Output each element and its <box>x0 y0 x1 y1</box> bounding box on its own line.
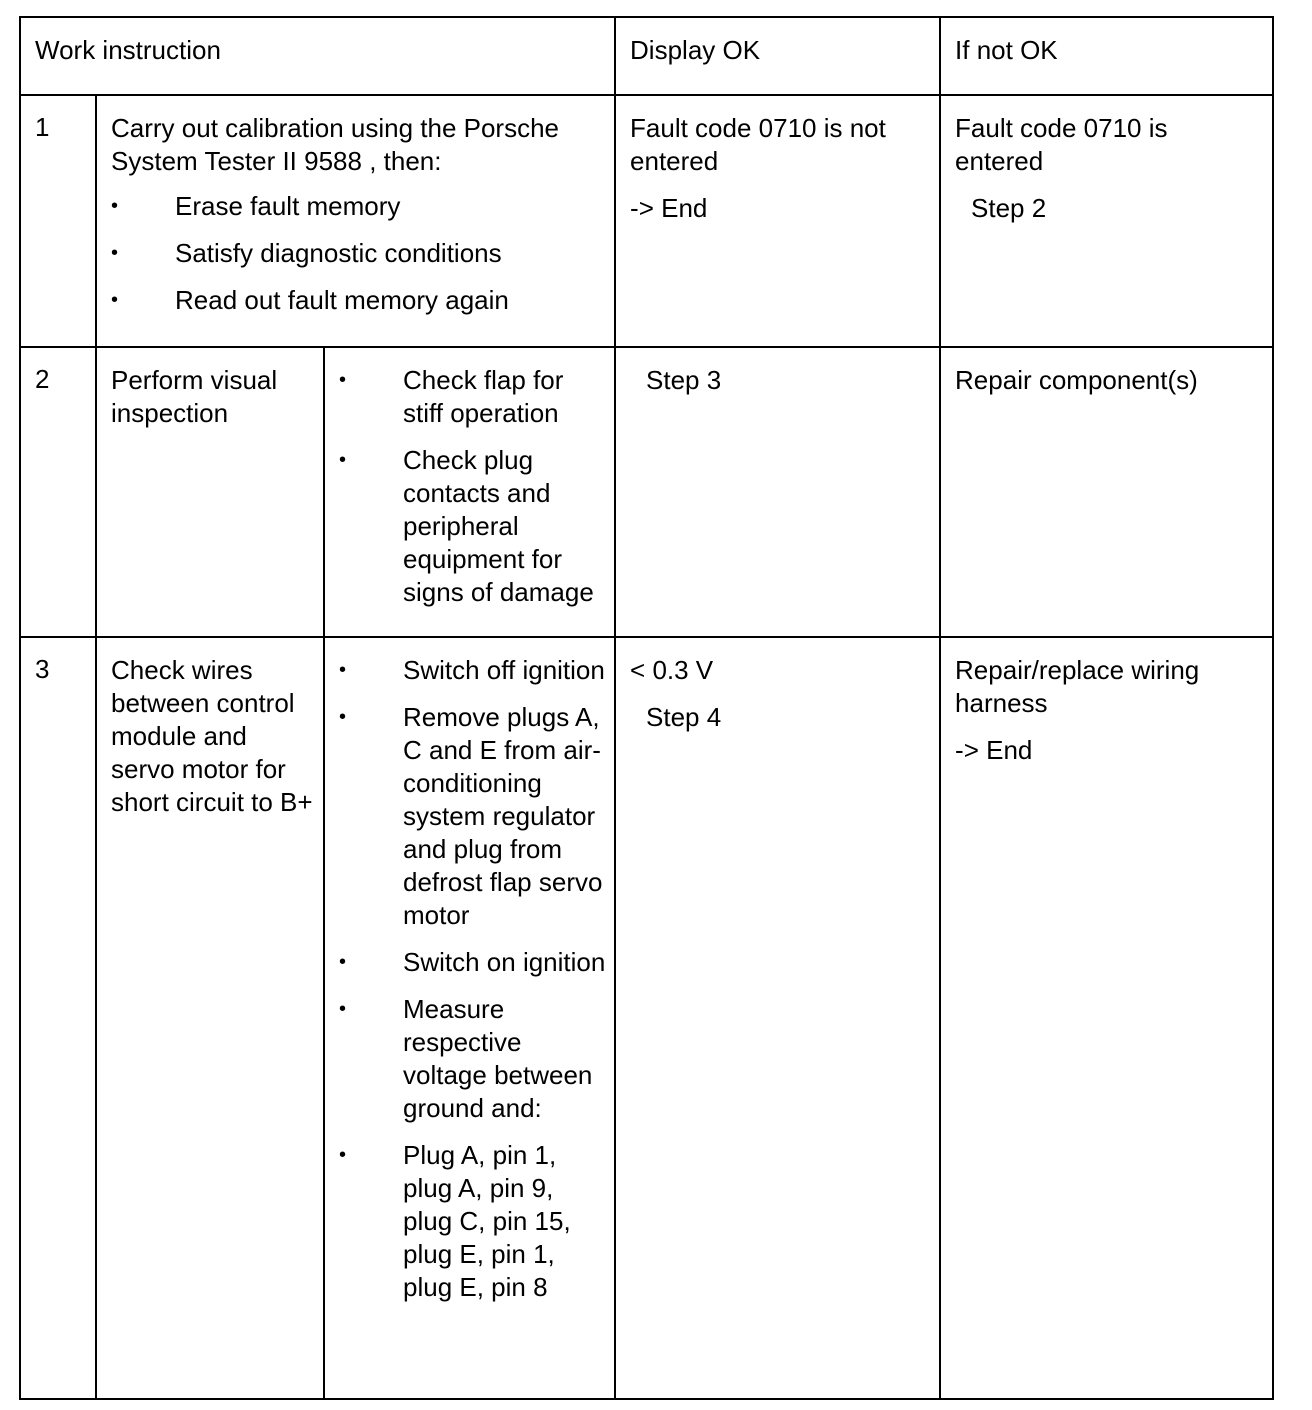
instruction-steps-cell <box>324 637 615 1399</box>
list-item-text: Remove plugs A, C and E from air-conditioning system regulator and plug from defrost flap servo motor <box>403 702 603 930</box>
row-number-cell <box>20 637 96 1399</box>
list-item <box>339 993 606 1125</box>
if-not-ok-next: -> End <box>955 735 1033 765</box>
display-ok-cell <box>615 95 940 347</box>
if-not-ok-text: Repair component(s) <box>955 365 1198 395</box>
bullet-icon: • <box>339 449 347 471</box>
work-instruction-table <box>19 16 1274 1400</box>
list-item-text: Erase fault memory <box>175 191 401 221</box>
if-not-ok-text: Fault code 0710 is entered <box>955 113 1168 176</box>
if-not-ok-content <box>941 638 1272 767</box>
row-number-cell <box>20 95 96 347</box>
bullet-icon: • <box>111 289 119 311</box>
display-ok-text: Fault code 0710 is not entered <box>630 113 886 176</box>
instruction-title: Perform visual inspection <box>111 365 278 428</box>
if-not-ok-next: Step 2 <box>971 193 1047 223</box>
table-row <box>20 637 1273 1399</box>
list-item-text: Switch on ignition <box>403 947 606 977</box>
instruction-title-cell <box>96 347 324 637</box>
list-item <box>339 946 606 979</box>
if-not-ok-text: Repair/replace wiring harness <box>955 655 1200 718</box>
display-ok-cell <box>615 347 940 637</box>
row-number: 1 <box>35 112 50 142</box>
list-item-text: Check plug contacts and peripheral equipment for signs of damage <box>403 445 594 607</box>
display-ok-text: < 0.3 V <box>630 655 714 685</box>
list-item-text: Read out fault memory again <box>175 285 509 315</box>
display-ok-content <box>616 96 939 225</box>
list-item <box>111 284 604 317</box>
bullet-icon: • <box>339 1144 347 1166</box>
if-not-ok-cell <box>940 637 1273 1399</box>
table-row <box>20 347 1273 637</box>
display-ok-next: -> End <box>630 193 708 223</box>
row-number: 2 <box>35 364 50 394</box>
instruction-bullet-list <box>97 190 614 317</box>
header-if-not-ok-label: If not OK <box>955 35 1058 65</box>
bullet-icon: • <box>111 195 119 217</box>
display-ok-cell <box>615 637 940 1399</box>
header-work-instruction-label: Work instruction <box>35 35 221 65</box>
table-header-row <box>20 17 1273 95</box>
list-item <box>339 364 606 430</box>
list-item <box>111 190 604 223</box>
header-if-not-ok <box>940 17 1273 95</box>
list-item <box>339 654 606 687</box>
header-display-ok <box>615 17 940 95</box>
display-ok-content <box>616 348 939 397</box>
instruction-title-cell <box>96 637 324 1399</box>
list-item-text: Measure respective voltage between ground and: <box>403 994 593 1123</box>
list-item <box>339 1139 606 1304</box>
bullet-icon: • <box>339 998 347 1020</box>
instruction-bullet-list <box>325 348 614 609</box>
display-ok-content <box>616 638 939 734</box>
bullet-icon: • <box>111 242 119 264</box>
list-item-text: Check flap for stiff operation <box>403 365 564 428</box>
instruction-title: Check wires between control module and servo motor for short circuit to B+ <box>111 655 313 817</box>
header-work-instruction <box>20 17 615 95</box>
list-item <box>339 444 606 609</box>
list-item-text: Switch off ignition <box>403 655 605 685</box>
row-number: 3 <box>35 654 50 684</box>
if-not-ok-cell <box>940 347 1273 637</box>
if-not-ok-cell <box>940 95 1273 347</box>
if-not-ok-content <box>941 96 1272 225</box>
list-item <box>111 237 604 270</box>
list-item <box>339 701 606 932</box>
bullet-icon: • <box>339 369 347 391</box>
work-instruction-cell <box>96 95 615 347</box>
row-number-cell <box>20 347 96 637</box>
instruction-bullet-list <box>325 638 614 1304</box>
list-item-text: Plug A, pin 1, plug A, pin 9, plug C, pin 15, plug E, pin 1, plug E, pin 8 <box>403 1140 571 1302</box>
display-ok-next: Step 4 <box>646 702 722 732</box>
instruction-steps-cell <box>324 347 615 637</box>
table-row <box>20 95 1273 347</box>
instruction-intro: Carry out calibration using the Porsche System Tester II 9588 , then: <box>111 113 560 176</box>
header-display-ok-label: Display OK <box>630 35 761 65</box>
bullet-icon: • <box>339 951 347 973</box>
list-item-text: Satisfy diagnostic conditions <box>175 238 502 268</box>
display-ok-next: Step 3 <box>646 365 722 395</box>
bullet-icon: • <box>339 706 347 728</box>
bullet-icon: • <box>339 659 347 681</box>
